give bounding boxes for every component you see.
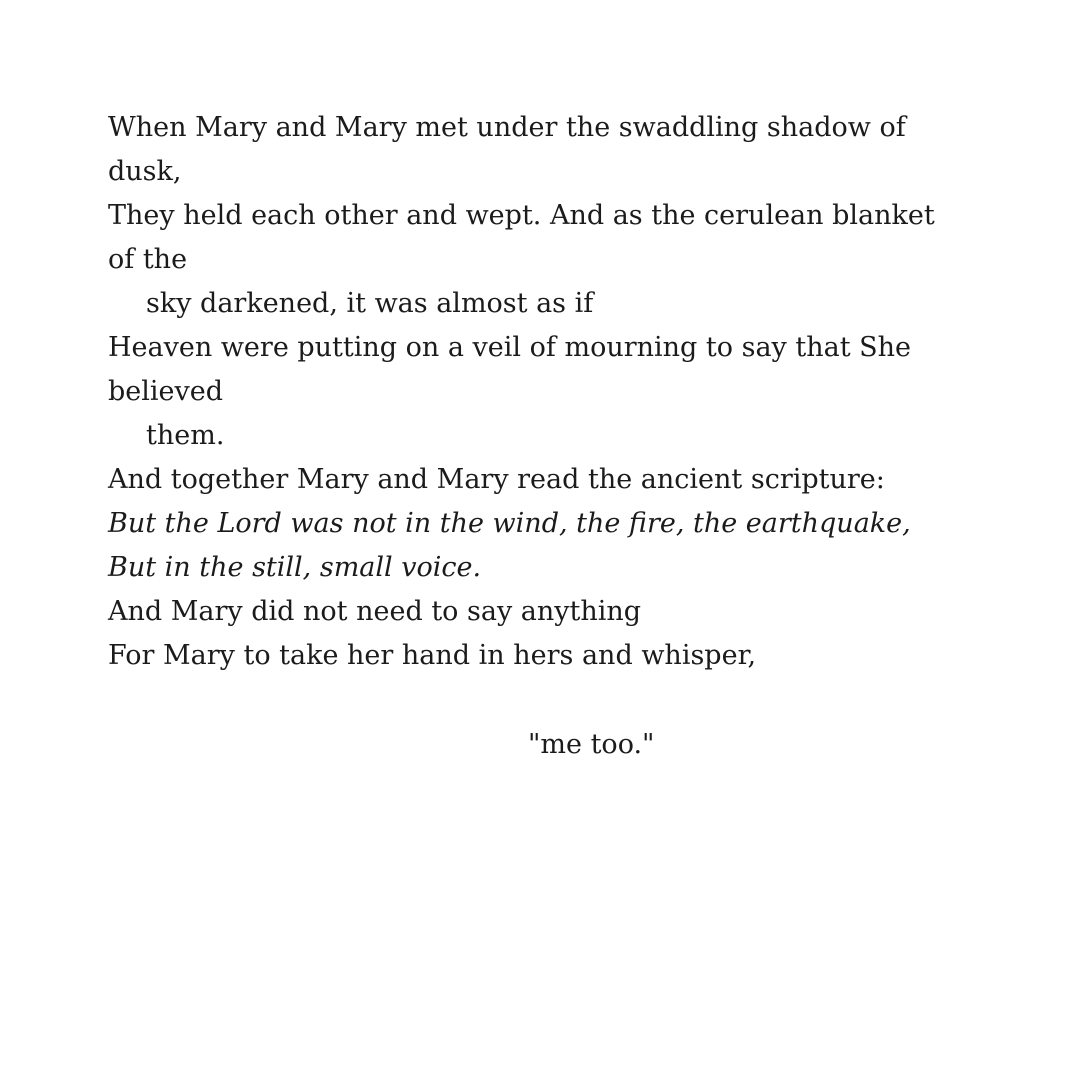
poem-body [108, 106, 988, 678]
poem-line: They held each other and wept. And as the cerulean blanket [108, 200, 935, 231]
poem-line: And together Mary and Mary read the ancient scripture: [108, 464, 885, 495]
poem-line: For Mary to take her hand in hers and whisper, [108, 640, 757, 671]
scripture-line: But in the still, small voice. [108, 552, 482, 583]
poem-line: of the [108, 244, 188, 275]
poem-closing-line: "me too." [528, 729, 655, 760]
poem-line: believed [108, 376, 224, 407]
poem-line: And Mary did not need to say anything [108, 596, 642, 627]
poem-line-indented: sky darkened, it was almost as if [146, 288, 594, 319]
poem-line: dusk, [108, 156, 182, 187]
scripture-line: But the Lord was not in the wind, the fire, the earthquake, [108, 508, 911, 539]
poem-line: Heaven were putting on a veil of mourning to say that She [108, 332, 912, 363]
poem-line: When Mary and Mary met under the swaddling shadow of [108, 112, 906, 143]
poem-line-indented: them. [146, 420, 225, 451]
